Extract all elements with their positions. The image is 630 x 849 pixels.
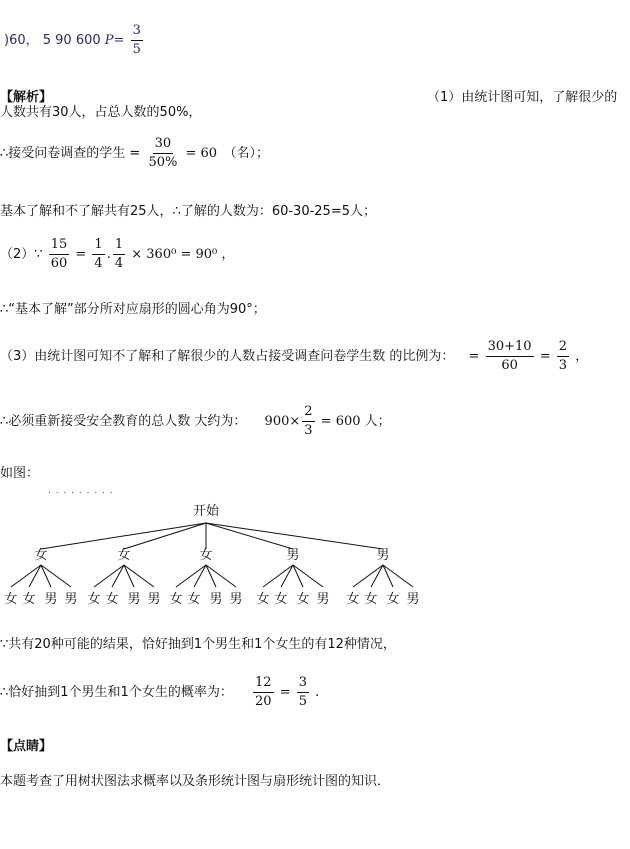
- tree-branch-l2: [29, 565, 41, 587]
- tree-node-l2: 女: [169, 592, 183, 607]
- part2-line: [0, 236, 234, 273]
- tree-branch-l1: [206, 523, 383, 549]
- answer-den: 5: [132, 42, 141, 57]
- tree-node-l2: 男: [64, 592, 78, 607]
- tree-node-l2: 女: [105, 592, 119, 607]
- tree-branch-l2: [176, 565, 206, 587]
- tree-node-l2: 女: [364, 592, 378, 607]
- tree-node-l2: 男: [44, 592, 58, 607]
- tree-branch-l2: [94, 565, 124, 587]
- tree-branch-l2: [281, 565, 293, 587]
- students-num: 30: [153, 135, 174, 154]
- p2-mid: =: [75, 247, 87, 262]
- p2-post: × 360⁰ = 90⁰ ，: [131, 247, 235, 262]
- prob-f1-num: 12: [253, 674, 274, 693]
- p3-mid: =: [539, 349, 551, 364]
- tree-branch-l2: [11, 565, 41, 587]
- total-pre: ∴必须重新接受安全教育的总人数 大约为：: [0, 414, 247, 429]
- tree-branch-l1: [41, 523, 206, 549]
- tree-node-l1: 女: [199, 548, 213, 563]
- comment-text: 本题考查了用树状图法求概率以及条形统计图与扇形统计图的知识．: [0, 774, 391, 789]
- answer-eq: =: [113, 33, 125, 48]
- p2-dot: .: [106, 247, 111, 262]
- prob-post: .: [315, 685, 320, 700]
- part1-lead: （1）由统计图可知，了解很少的: [427, 90, 618, 105]
- total-fraction: [302, 403, 314, 440]
- prob-f2-num: 3: [297, 674, 309, 693]
- prob-f2-den: 5: [298, 694, 307, 709]
- part1-cont: 人数共有30人，占总人数的50%，: [0, 105, 202, 120]
- tree-branch-l1: [124, 523, 206, 549]
- tree-node-l1: 女: [117, 548, 131, 563]
- total-post: = 600 人；: [320, 414, 391, 429]
- answer-fraction: [131, 22, 143, 59]
- probability-line: [0, 674, 319, 711]
- tree-node-l1: 男: [376, 548, 390, 563]
- basic-line: 基本了解和不了解共有25人，∴了解的人数为：60-30-25=5人；: [0, 204, 376, 219]
- tree-node-l2: 男: [209, 592, 223, 607]
- p3-pre: （3）由统计图可知不了解和了解很少的人数占接受调查问卷学生数 的比例为：: [0, 349, 455, 364]
- p3-post: ，: [575, 349, 589, 364]
- tree-node-l2: 男: [229, 592, 243, 607]
- tree-node-l2: 女: [22, 592, 36, 607]
- p2-fraction-2: [92, 236, 104, 273]
- p2-f3-den: 4: [114, 256, 124, 271]
- p2-f3-num: 1: [113, 236, 125, 255]
- part3-line: [0, 338, 588, 375]
- tree-node-l2: 男: [316, 592, 330, 607]
- p3-fraction-1: [486, 338, 534, 375]
- tree-branch-l2: [353, 565, 383, 587]
- p2-f2-den: 4: [94, 256, 103, 271]
- tree-node-l2: 女: [346, 592, 360, 607]
- p3-eq: =: [468, 349, 480, 364]
- comment-header: 【点睛】: [0, 739, 53, 754]
- tree-branch-l2: [112, 565, 124, 587]
- prob-fraction-2: [297, 674, 309, 711]
- tree-branch-l2: [371, 565, 383, 587]
- tree-node-l2: 女: [187, 592, 201, 607]
- tree-node-l2: 女: [274, 592, 288, 607]
- p2-fraction-3: [113, 236, 125, 273]
- prob-f1-den: 20: [254, 694, 272, 709]
- answer-prefix: )60， 5 90 600: [4, 33, 105, 48]
- p2-fraction-1: [49, 236, 70, 273]
- p2-f1-num: 15: [49, 236, 70, 255]
- tree-node-l2: 女: [256, 592, 270, 607]
- p2-f1-den: 60: [50, 256, 68, 271]
- p2-f2-num: 1: [92, 236, 104, 255]
- total-num: 2: [302, 403, 314, 422]
- p3-f1-den: 60: [501, 358, 518, 373]
- answer-line: [4, 22, 145, 59]
- tree-diagram: [0, 495, 630, 615]
- tree-node-l2: 男: [147, 592, 161, 607]
- prob-fraction-1: [253, 674, 274, 711]
- total-line: [0, 403, 391, 440]
- students-line: [0, 135, 269, 172]
- tree-node-l2: 女: [87, 592, 101, 607]
- students-fraction: [146, 135, 179, 172]
- tree-node-l2: 男: [406, 592, 420, 607]
- p3-f2-num: 2: [557, 338, 569, 357]
- tree-branch-l1: [206, 523, 293, 549]
- tree-node-l2: 女: [4, 592, 18, 607]
- tree-intro: 如图：: [0, 466, 40, 481]
- tree-node-l2: 女: [296, 592, 310, 607]
- students-den: 50%: [148, 155, 178, 170]
- p3-fraction-2: [557, 338, 569, 375]
- p2-pre: （2）∵: [0, 247, 43, 262]
- answer-num: 3: [131, 22, 143, 41]
- analysis-header: 【解析】: [0, 90, 53, 105]
- p3-f2-den: 3: [558, 358, 568, 373]
- tree-dots: . . . . . . . . .: [48, 486, 114, 496]
- tree-branch-l2: [263, 565, 293, 587]
- tree-node-l2: 女: [386, 592, 400, 607]
- p3-f1-num: 30+10: [486, 338, 534, 357]
- prob-mid: =: [279, 685, 291, 700]
- angle-line: ∴“基本了解”部分所对应扇形的圆心角为90°；: [0, 302, 266, 317]
- students-post: = 60 （名）；: [185, 146, 270, 161]
- students-pre: ∴接受问卷调查的学生 =: [0, 146, 141, 161]
- tree-branch-l2: [194, 565, 206, 587]
- prob-pre: ∴恰好抽到1个男生和1个女生的概率为：: [0, 685, 233, 700]
- tree-node-l1: 女: [34, 548, 48, 563]
- total-mul: 900×: [264, 414, 301, 429]
- tree-root: 开始: [192, 504, 220, 519]
- total-den: 3: [304, 423, 313, 438]
- tree-node-l1: 男: [286, 548, 300, 563]
- answer-p: P: [104, 33, 114, 48]
- outcomes-line: ∵共有20种可能的结果，恰好抽到1个男生和1个女生的有12种情况，: [0, 637, 396, 652]
- tree-node-l2: 男: [127, 592, 141, 607]
